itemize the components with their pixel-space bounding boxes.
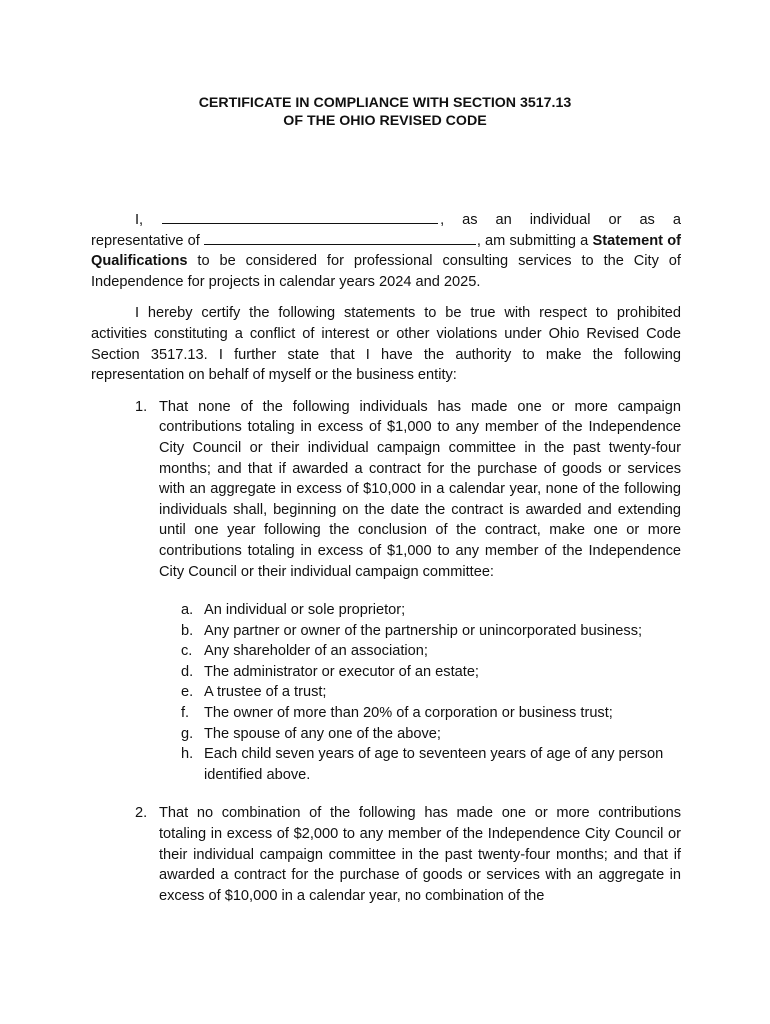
name-blank-field[interactable] [162, 210, 438, 224]
lettered-sublist [91, 600, 681, 785]
word-i: I, [135, 212, 144, 228]
word-a: a [672, 212, 681, 228]
sublist-item-c: c. Any shareholder of an association; [181, 643, 428, 660]
list-number: 1. [135, 398, 148, 415]
sublist-item-g: g. The spouse of any one of the above; [181, 725, 441, 742]
list-item-text: That none of the following individuals has made one or more campaign contributions totaling in excess of $1,000 to any member of the Independence City Council or their individual campaign committee in the past twenty-four months; and that if awarded a contract for the purchase of goods or services with an aggregate in excess of $10,000 in a calendar year, none of the following individuals shall, beginning on the date the contract is awarded and extending until one year following the conclusion of the contract, make one or more contributions totaling in excess of $1,000 to any member of the Independence City Council or their individual campaign committee: [159, 398, 681, 580]
list-item-2 [91, 803, 681, 906]
word-or: or [608, 212, 622, 228]
paragraph-1-remainder: to be considered for professional consulting services to the City of Independence for projects in calendar years 2024 and 2025. [91, 253, 681, 290]
paragraph-1-first-line [91, 210, 681, 231]
list-number: 2. [135, 805, 148, 822]
sublist-item-d: d. The administrator or executor of an estate; [181, 663, 479, 680]
document-body [91, 210, 681, 906]
document-title [0, 94, 770, 130]
title-line-1: CERTIFICATE IN COMPLIANCE WITH SECTION 3517.13 [198, 95, 572, 111]
submitting-text: , am submitting a [476, 232, 589, 249]
comma: , [440, 212, 445, 228]
word-individual: individual [529, 212, 591, 228]
sublist-item-f: f. The owner of more than 20% of a corporation or business trust; [181, 705, 613, 722]
representative-of-label: representative of [91, 232, 200, 249]
paragraph-1-rest [91, 231, 681, 293]
sublist-item-a: a. An individual or sole proprietor; [181, 602, 406, 619]
word-as-2: as [639, 212, 655, 228]
list-item-text: That no combination of the following has made one or more contributions totaling in excess of $2,000 to any member of the Independence City Council or their individual campaign committee in the past twenty-four months; and that if awarded a contract for the purchase of goods or services with an aggregate in excess of $10,000 in a calendar year, no combination of the [159, 805, 681, 904]
title-line-2: OF THE OHIO REVISED CODE [283, 113, 487, 129]
paragraph-2: I hereby certify the following statements to be true with respect to prohibited activities constituting a conflict of interest or other violations under Ohio Revised Code Section 3517.13. I further state that I have the authority to make the following representation on behalf of myself or the business entity: [91, 305, 681, 384]
sublist-item-b: b. Any partner or owner of the partnership or unincorporated business; [181, 622, 643, 639]
list-item-1 [91, 397, 681, 582]
sublist-item-e: e. A trustee of a trust; [181, 684, 327, 701]
word-an: an [495, 212, 512, 228]
word-as: as [462, 212, 478, 228]
numbered-list [91, 397, 681, 907]
paragraph-1 [91, 210, 681, 292]
entity-blank-field[interactable] [204, 231, 476, 245]
statement-of-qualifications: Statement of Qualifications [91, 232, 681, 270]
sublist-item-h: h. Each child seven years of age to seventeen years of age of any person identified above. [181, 746, 664, 783]
